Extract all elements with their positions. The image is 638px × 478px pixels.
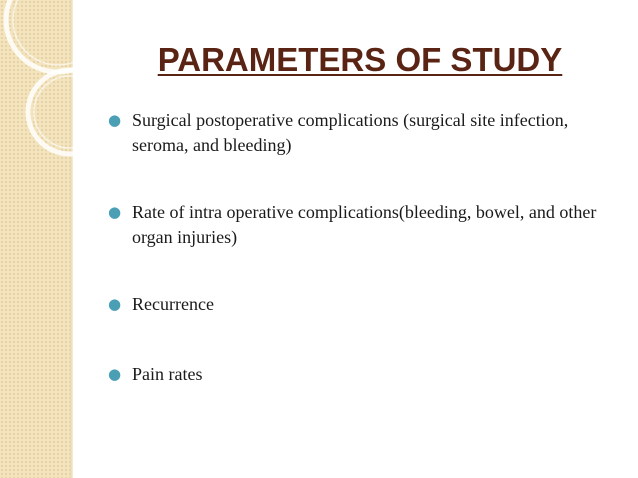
slide-title: PARAMETERS OF STUDY — [157, 41, 563, 78]
list-item — [108, 292, 608, 317]
list-item — [108, 108, 608, 158]
bullet-text: Rate of intra operative complications(bleeding, bowel, and other organ injuries) — [132, 202, 597, 247]
bullet-dot-icon: ● — [108, 365, 122, 383]
bullet-dot-icon: ● — [108, 111, 122, 129]
list-item — [108, 362, 608, 387]
bullet-text: Recurrence — [132, 294, 214, 314]
bullet-text: Pain rates — [132, 364, 203, 384]
bullet-text: Surgical postoperative complications (surgical site infection, seroma, and bleeding) — [132, 110, 569, 155]
bullet-dot-icon: ● — [108, 295, 122, 313]
list-item — [108, 200, 608, 250]
bullet-dot-icon: ● — [108, 203, 122, 221]
bullet-list — [108, 108, 608, 432]
